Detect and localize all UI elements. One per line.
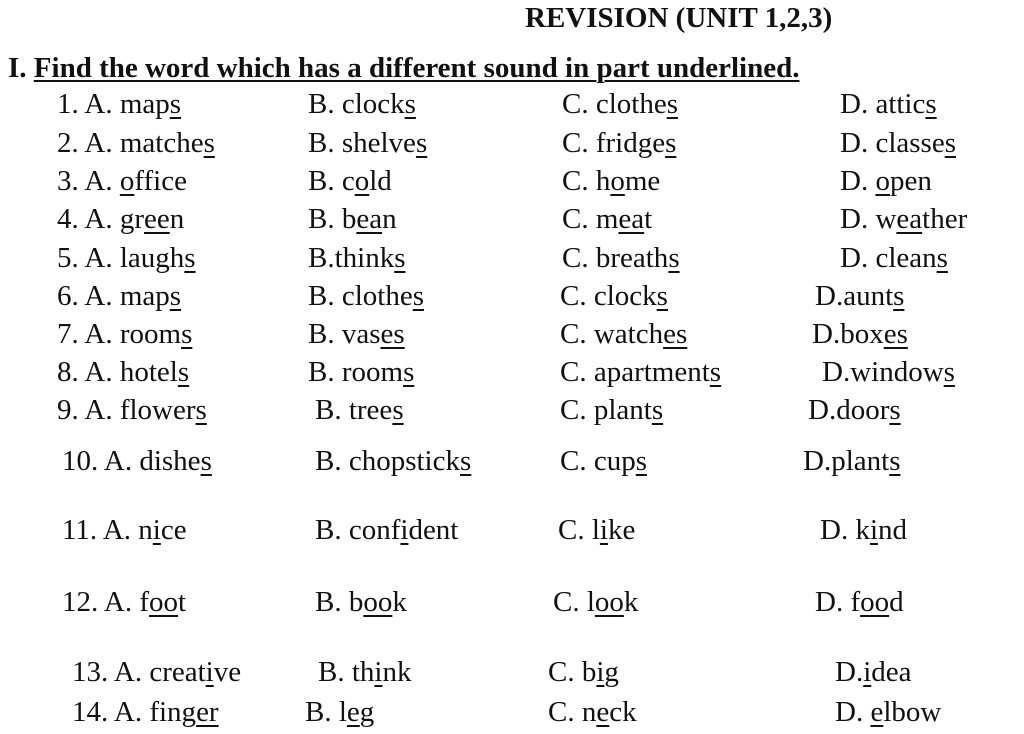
word-part: D. attic [840,88,926,120]
word-part: me [624,165,661,197]
word-part: ffice [134,165,187,197]
word-part: D. [840,165,876,197]
word-part: D.window [822,356,944,388]
word-part: B. room [308,356,404,388]
word-part: B. clock [308,88,405,120]
question-8-option-a [57,358,189,387]
section-heading [8,52,799,85]
underlined-part: i [869,514,879,546]
word-part: 8. A. hotel [57,356,178,388]
word-part: ke [607,514,636,546]
word-part: ck [609,696,637,728]
underlined-part: s [184,242,196,274]
word-part: D. w [840,203,897,235]
underlined-part: s [394,242,406,274]
underlined-part: s [889,445,901,477]
word-part: D. [835,696,871,728]
word-part: dea [871,656,912,688]
word-part: C. apartment [560,356,710,388]
page-title: REVISION (UNIT 1,2,3) [525,2,833,34]
word-part: C. clothe [562,88,667,120]
word-part: B. conf [315,514,401,546]
word-part: C. h [562,165,611,197]
underlined-part: s [392,394,404,426]
question-7-option-d [812,320,908,349]
underlined-part: o [354,165,370,197]
section-instruction: Find the word which has a different sound in part underlined. [33,52,800,84]
question-9-option-c [560,396,663,425]
word-part: B. tree [315,394,393,426]
question-2-option-a [57,129,215,158]
question-5-option-b [308,244,406,273]
word-part: D.plant [803,445,890,477]
word-part: D.box [812,318,884,350]
question-7-option-c [560,320,687,349]
word-part: d [889,586,904,618]
word-part: B. chopstick [315,445,460,477]
question-10-option-b [315,447,471,476]
word-part: nd [878,514,908,546]
underlined-part: es [883,318,908,350]
question-9-option-a [57,396,207,425]
underlined-part: s [651,394,664,426]
question-6-option-a [57,282,181,311]
word-part: 9. A. flower [57,394,196,426]
question-4-option-a [57,205,184,234]
question-1-option-c [562,90,678,119]
word-part: C. n [548,696,597,728]
underlined-part: s [709,356,722,388]
underlined-part: s [925,88,937,120]
underlined-part: s [943,356,955,388]
question-11-option-d [820,516,907,545]
word-part: g [604,656,619,688]
underlined-part: e [346,696,360,728]
question-13-option-d [835,658,912,687]
word-part: ce [160,514,187,546]
question-8-option-b [308,358,414,387]
question-14-option-b [305,698,374,727]
word-part: D. f [815,586,861,618]
underlined-part: s [169,88,182,120]
underlined-part: ea [356,203,383,235]
underlined-part: i [400,514,409,546]
question-4-option-b [308,205,397,234]
underlined-part: s [944,127,956,159]
word-part: dent [408,514,459,546]
word-part: t [178,586,187,618]
underlined-part: ea [618,203,645,235]
question-10-option-d [803,447,900,476]
word-part: 6. A. map [57,280,170,312]
question-9-option-d [808,396,901,425]
underlined-part: o [875,165,890,197]
word-part: t [644,203,653,235]
underlined-part: oo [594,586,624,618]
word-part: nk [382,656,412,688]
question-11-option-b [315,516,458,545]
question-1-option-a [57,90,181,119]
underlined-part: s [415,127,428,159]
underlined-part: s [666,88,678,120]
word-part: C. l [558,514,600,546]
word-part: ther [922,203,968,235]
question-7-option-a [57,320,192,349]
word-part: B. th [318,656,375,688]
word-part: B.think [308,242,395,274]
underlined-part: e [870,696,884,728]
underlined-part: s [203,127,215,159]
word-part: B. c [308,165,355,197]
underlined-part: oo [860,586,890,618]
question-11-option-a [62,516,187,545]
word-part: 7. A. room [57,318,182,350]
question-10-option-c [560,447,647,476]
word-part: C. watch [560,318,664,350]
question-13-option-c [548,658,619,687]
question-2-option-b [308,129,427,158]
word-part: 2. A. matche [57,127,204,159]
word-part: D.door [808,394,890,426]
question-9-option-b [315,396,404,425]
underlined-part: o [610,165,625,197]
word-part: D. k [820,514,870,546]
underlined-part: oo [149,586,178,618]
underlined-part: s [656,280,668,312]
underlined-part: es [380,318,405,350]
word-part: B. b [315,586,364,618]
underlined-part: s [403,356,415,388]
question-12-option-a [62,588,186,617]
underlined-part: s [936,242,948,274]
underlined-part: s [412,280,424,312]
question-13-option-b [318,658,411,687]
underlined-part: s [635,445,648,477]
underlined-part: i [863,656,872,688]
word-part: D. classe [840,127,945,159]
word-part: C. l [553,586,595,618]
word-part: k [623,586,639,618]
underlined-part: ee [144,203,170,235]
underlined-part: s [195,394,207,426]
question-14-option-d [835,698,941,727]
word-part: C. fridge [562,127,666,159]
word-part: 12. A. f [62,586,149,618]
question-12-option-c [553,588,638,617]
word-part: B. clothe [308,280,413,312]
word-part: lbow [883,696,942,728]
question-6-option-d [815,282,904,311]
question-6-option-c [560,282,668,311]
underlined-part: i [599,514,608,546]
underlined-part: s [200,445,212,477]
question-6-option-b [308,282,424,311]
question-12-option-d [815,588,904,617]
question-2-option-c [562,129,676,158]
underlined-part: oo [363,586,393,618]
question-13-option-a [72,658,241,687]
question-3-option-d [840,167,932,196]
question-5-option-c [562,244,680,273]
underlined-part: s [889,394,901,426]
question-10-option-a [62,447,212,476]
underlined-part: s [177,356,190,388]
question-14-option-a [72,698,219,727]
word-part: pen [889,165,932,197]
question-14-option-c [548,698,637,727]
underlined-part: s [404,88,416,120]
question-4-option-c [562,205,652,234]
question-2-option-d [840,129,956,158]
word-part: n [382,203,397,235]
underlined-part: s [460,445,472,477]
underlined-part: s [893,280,905,312]
word-part: B. vas [308,318,381,350]
underlined-part: es [663,318,688,350]
word-part: C. b [548,656,597,688]
word-part: g [359,696,375,728]
question-4-option-d [840,205,967,234]
word-part: B. shelve [308,127,416,159]
question-8-option-c [560,358,721,387]
word-part: 13. A. creat [72,656,206,688]
word-part: ve [213,656,242,688]
question-5-option-a [57,244,196,273]
question-1-option-d [840,90,937,119]
underlined-part: i [596,656,605,688]
underlined-part: i [374,656,383,688]
underlined-part: ea [896,203,923,235]
word-part: n [169,203,185,235]
underlined-part: e [596,696,610,728]
word-part: ld [369,165,392,197]
underlined-part: i [152,514,161,546]
word-part: 14. A. fing [72,696,197,728]
word-part: 5. A. laugh [57,242,185,274]
word-part: C. m [562,203,619,235]
underlined-part: s [181,318,193,350]
word-part: B. b [308,203,357,235]
word-part: D. [835,656,864,688]
question-7-option-b [308,320,405,349]
question-1-option-b [308,90,416,119]
word-part: 10. A. dishe [62,445,201,477]
underlined-part: er [196,696,219,728]
question-3-option-b [308,167,392,196]
word-part: 4. A. gr [57,203,144,235]
underlined-part: s [668,242,680,274]
word-part: B. l [305,696,347,728]
underlined-part: s [169,280,182,312]
section-number: I. [8,52,27,84]
underlined-part: o [119,165,135,197]
word-part: C. plant [560,394,652,426]
question-5-option-d [840,244,948,273]
question-11-option-c [558,516,635,545]
word-part: D. clean [840,242,937,274]
underlined-part: s [665,127,677,159]
word-part: C. clock [560,280,657,312]
word-part: 3. A. [57,165,120,197]
question-12-option-b [315,588,407,617]
word-part: C. cup [560,445,636,477]
question-3-option-a [57,167,187,196]
question-3-option-c [562,167,660,196]
word-part: k [392,586,407,618]
question-8-option-d [822,358,955,387]
word-part: 11. A. n [62,514,153,546]
word-part: C. breath [562,242,669,274]
word-part: D.aunt [815,280,894,312]
word-part: 1. A. map [57,88,170,120]
underlined-part: i [205,656,214,688]
